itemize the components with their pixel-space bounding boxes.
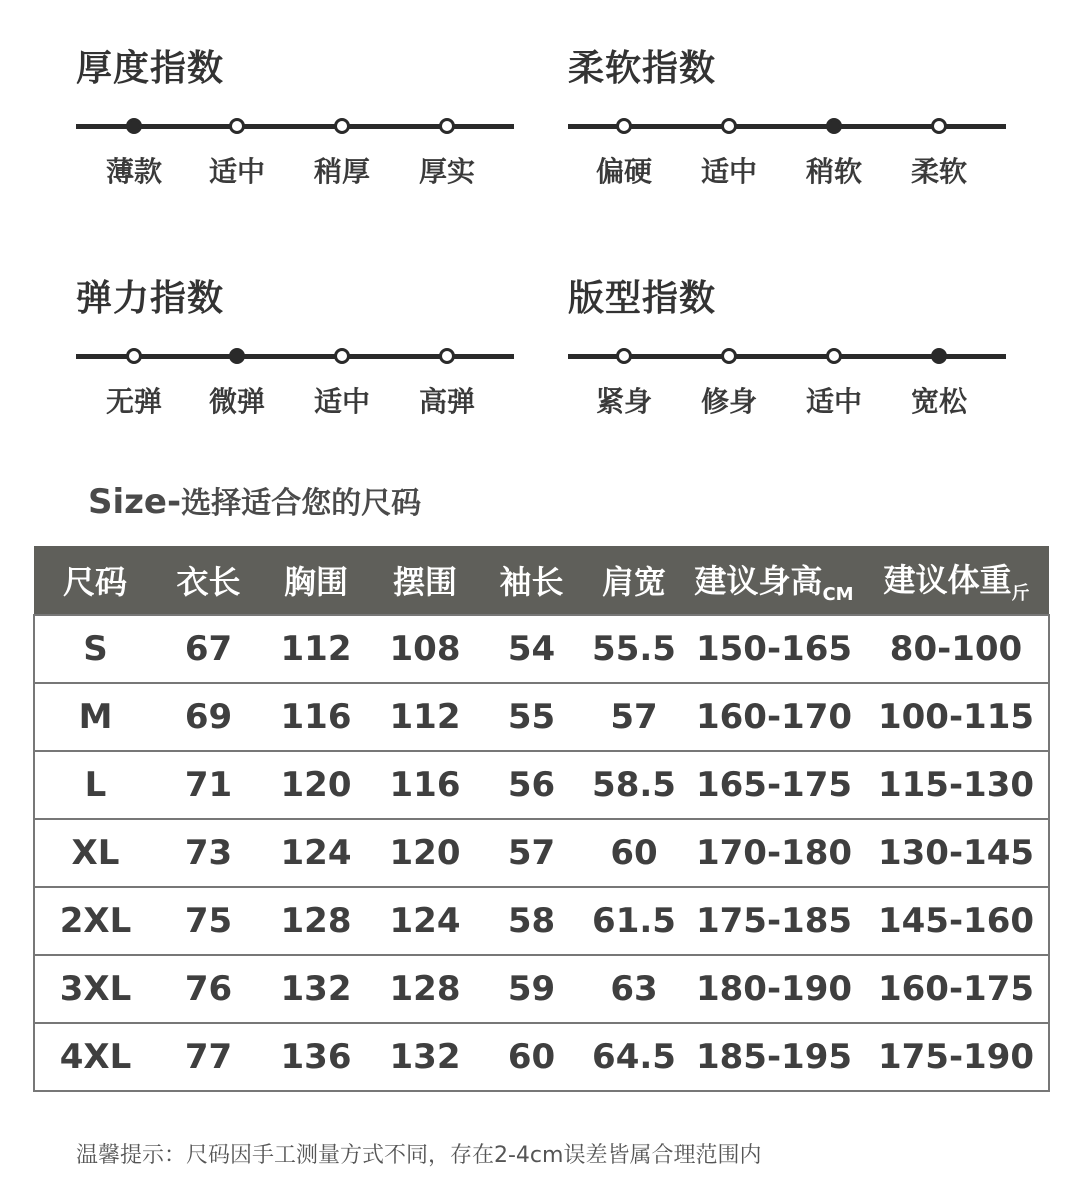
- table-cell: 160-175: [864, 955, 1049, 1023]
- size-cell: S: [34, 615, 156, 683]
- index-scale: [568, 100, 1008, 220]
- scale-dot: [826, 118, 842, 134]
- softness-index: [568, 40, 1008, 190]
- scale-dot: [931, 348, 947, 364]
- table-row: [34, 683, 1049, 751]
- index-title: 柔软指数: [568, 48, 717, 89]
- scale-dot: [616, 118, 632, 134]
- table-cell: 145-160: [864, 887, 1049, 955]
- table-cell: 75: [156, 887, 261, 955]
- table-cell: 59: [479, 955, 584, 1023]
- table-cell: 124: [371, 887, 479, 955]
- table-cell: 71: [156, 751, 261, 819]
- scale-dot: [721, 348, 737, 364]
- scale-dot: [229, 348, 245, 364]
- thickness-index: [76, 40, 516, 190]
- header-chest: 胸围: [261, 546, 371, 615]
- scale-dot: [439, 118, 455, 134]
- table-cell: 56: [479, 751, 584, 819]
- table-row: [34, 819, 1049, 887]
- size-cell: 3XL: [34, 955, 156, 1023]
- scale-label: 修身: [700, 385, 757, 418]
- table-cell: 76: [156, 955, 261, 1023]
- table-cell: 128: [261, 887, 371, 955]
- scale-dot: [126, 348, 142, 364]
- table-cell: 116: [261, 683, 371, 751]
- scale-label: 偏硬: [595, 155, 652, 188]
- table-cell: 115-130: [864, 751, 1049, 819]
- header-length: 衣长: [156, 546, 261, 615]
- table-cell: 112: [371, 683, 479, 751]
- table-row: [34, 615, 1049, 683]
- scale-label: 高弹: [418, 385, 475, 418]
- table-cell: 112: [261, 615, 371, 683]
- table-cell: 73: [156, 819, 261, 887]
- table-cell: 165-175: [684, 751, 864, 819]
- table-cell: 132: [261, 955, 371, 1023]
- index-title: 版型指数: [568, 278, 717, 319]
- table-cell: 185-195: [684, 1023, 864, 1091]
- table-cell: 130-145: [864, 819, 1049, 887]
- scale-label: 适中: [313, 385, 370, 418]
- table-cell: 180-190: [684, 955, 864, 1023]
- table-cell: 108: [371, 615, 479, 683]
- index-scale: [568, 330, 1008, 450]
- table-cell: 54: [479, 615, 584, 683]
- scale-dot: [616, 348, 632, 364]
- size-tip: 温馨提示：尺码因手工测量方式不同，存在2-4cm误差皆属合理范围内: [76, 1143, 762, 1168]
- table-cell: 57: [584, 683, 684, 751]
- header-size: 尺码: [34, 546, 156, 615]
- size-cell: 4XL: [34, 1023, 156, 1091]
- header-shoulder: 肩宽: [584, 546, 684, 615]
- table-cell: 61.5: [584, 887, 684, 955]
- table-header-row: [34, 546, 1049, 615]
- scale-label: 无弹: [105, 385, 162, 418]
- scale-label: 适中: [208, 155, 265, 188]
- scale-dot: [439, 348, 455, 364]
- table-cell: 77: [156, 1023, 261, 1091]
- scale-label: 薄款: [105, 155, 162, 188]
- table-cell: 60: [584, 819, 684, 887]
- header-sleeve: 袖长: [479, 546, 584, 615]
- scale-dot: [721, 118, 737, 134]
- table-cell: 160-170: [684, 683, 864, 751]
- elasticity-index: [76, 270, 516, 420]
- scale-dot: [931, 118, 947, 134]
- table-cell: 60: [479, 1023, 584, 1091]
- table-cell: 120: [371, 819, 479, 887]
- table-cell: 175-190: [864, 1023, 1049, 1091]
- size-table: [33, 546, 1050, 1092]
- scale-label: 适中: [805, 385, 862, 418]
- table-cell: 136: [261, 1023, 371, 1091]
- scale-label: 紧身: [595, 385, 652, 418]
- index-title: 弹力指数: [76, 278, 225, 319]
- header-weight: [864, 546, 1049, 615]
- table-row: [34, 1023, 1049, 1091]
- scale-label: 稍厚: [313, 155, 370, 188]
- scale-label: 微弹: [208, 385, 265, 418]
- table-cell: 80-100: [864, 615, 1049, 683]
- table-cell: 55.5: [584, 615, 684, 683]
- table-row: [34, 751, 1049, 819]
- size-table-body: [34, 615, 1049, 1091]
- table-cell: 100-115: [864, 683, 1049, 751]
- header-weight-unit: 斤: [1011, 583, 1030, 604]
- table-row: [34, 955, 1049, 1023]
- scale-dot: [334, 118, 350, 134]
- table-cell: 58.5: [584, 751, 684, 819]
- table-cell: 67: [156, 615, 261, 683]
- scale-label: 柔软: [910, 155, 967, 188]
- size-heading: [88, 478, 421, 522]
- scale-dot: [334, 348, 350, 364]
- table-cell: 120: [261, 751, 371, 819]
- scale-label: 厚实: [418, 155, 475, 188]
- table-cell: 58: [479, 887, 584, 955]
- table-cell: 69: [156, 683, 261, 751]
- header-weight-label: 建议体重: [883, 561, 1012, 599]
- size-cell: M: [34, 683, 156, 751]
- scale-label: 适中: [700, 155, 757, 188]
- table-cell: 57: [479, 819, 584, 887]
- header-hem: 摆围: [371, 546, 479, 615]
- size-heading-zh: 选择适合您的尺码: [181, 486, 422, 521]
- table-cell: 128: [371, 955, 479, 1023]
- fit-index: [568, 270, 1008, 420]
- table-cell: 116: [371, 751, 479, 819]
- table-cell: 63: [584, 955, 684, 1023]
- size-cell: L: [34, 751, 156, 819]
- table-row: [34, 887, 1049, 955]
- scale-dot: [126, 118, 142, 134]
- index-scale: [76, 330, 516, 450]
- scale-dot: [229, 118, 245, 134]
- header-height: [684, 546, 864, 615]
- header-height-label: 建议身高: [694, 561, 823, 600]
- size-cell: XL: [34, 819, 156, 887]
- table-cell: 55: [479, 683, 584, 751]
- size-cell: 2XL: [34, 887, 156, 955]
- table-cell: 124: [261, 819, 371, 887]
- table-cell: 170-180: [684, 819, 864, 887]
- table-cell: 132: [371, 1023, 479, 1091]
- header-height-unit: CM: [822, 583, 854, 605]
- index-scale: [76, 100, 516, 220]
- table-cell: 150-165: [684, 615, 864, 683]
- scale-dot: [826, 348, 842, 364]
- table-cell: 64.5: [584, 1023, 684, 1091]
- scale-label: 稍软: [805, 155, 862, 188]
- index-title: 厚度指数: [76, 48, 225, 89]
- scale-label: 宽松: [910, 385, 967, 418]
- table-cell: 175-185: [684, 887, 864, 955]
- size-heading-en: Size-: [88, 482, 182, 522]
